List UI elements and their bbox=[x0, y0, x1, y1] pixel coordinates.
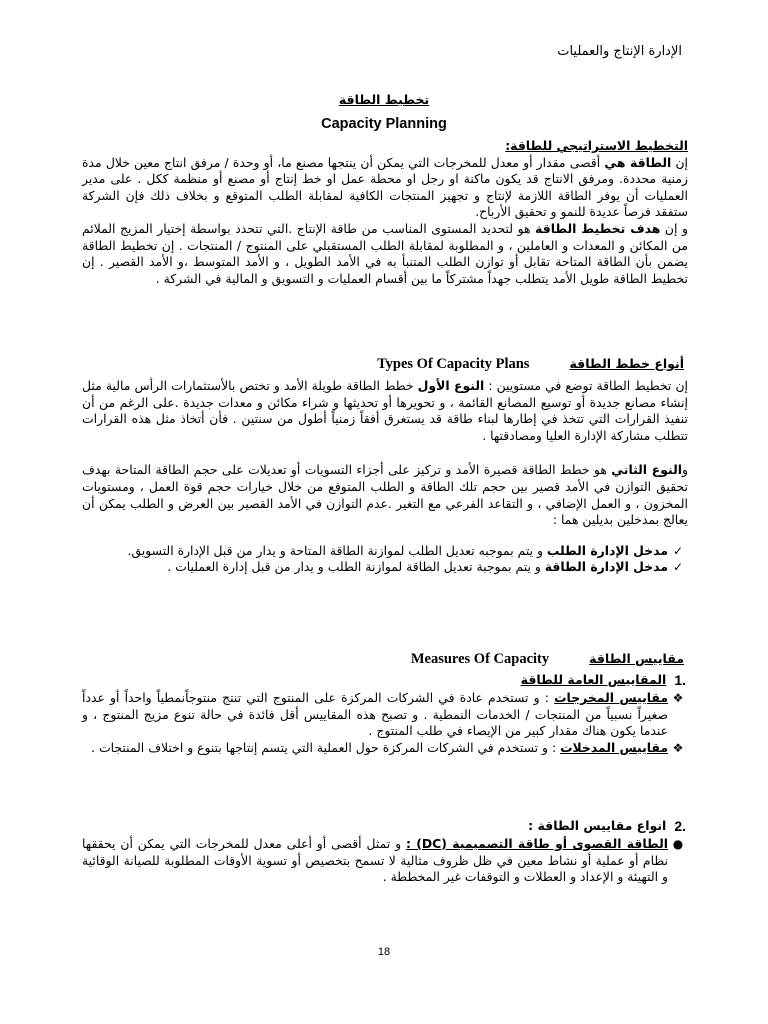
measures-subheading-2 bbox=[528, 818, 686, 834]
diamond-bullet-icon: ❖ bbox=[672, 691, 684, 705]
text-run: إن تخطيط الطاقة توضع في مستويين : bbox=[484, 378, 689, 393]
types-paragraph-2 bbox=[82, 462, 688, 528]
types-paragraph-1 bbox=[82, 378, 688, 444]
measures-heading-english: Measures Of Capacity bbox=[410, 651, 550, 667]
spacer bbox=[82, 444, 688, 462]
checkmark-icon: ✓ bbox=[672, 543, 684, 558]
strategic-heading: التخطيط الاستراتيجي للطاقة: bbox=[505, 138, 688, 153]
diamond-bullet-icon: ❖ bbox=[672, 740, 684, 755]
strategic-paragraph-1 bbox=[82, 155, 688, 221]
types-heading-english: Types Of Capacity Plans bbox=[377, 356, 530, 372]
page-number: 18 bbox=[377, 946, 391, 958]
page-title-arabic: تخطيط الطاقة bbox=[338, 92, 430, 107]
term-demand-approach: مدخل الإدارة الطلب bbox=[546, 542, 668, 558]
term-input-measures: مقاييس المدخلات bbox=[560, 739, 668, 755]
text-run: هو خطط الطاقة قصيرة الأمد و تركيز على أجزاء التسويات أو تعديلات على حجم الطاقة المتاحة بهدف تحقيق التوازن في الأمد قصير بين حجم تلك الطاقة و الطلب المتوقع من خلال خيارات حجم قوة العمل ، ومستويات المخزون ، و العمل الإضافي ، و التقاعد الفرعي مع التغير .عدم التوازن في الأمد القصير بين العرض و الطلب يمكن أن يعالج بمدخلين بديلين هما : bbox=[82, 462, 688, 528]
term-capacity: الطاقة هي bbox=[604, 154, 672, 170]
types-section bbox=[82, 378, 688, 576]
page-title-english: Capacity Planning bbox=[321, 116, 447, 132]
term-first-type: النوع الأول bbox=[417, 378, 485, 393]
text-run: : و تستخدم عادة في الشركات المركزة على المنتوج التي تنتج منتوجاًنمطياً واحداً أو عدداً صغيراً نسبياً من المنتجات / الخدمات النمطية . و تصبح هذه المقاييس أقل فائدة في حالة تنوع مزيج المنتوج ، و عندما يكون هناك مقدار كبير من الإيصاء في طلب المنتوج . bbox=[82, 690, 668, 739]
number-label: 1. bbox=[674, 672, 686, 688]
list-item bbox=[82, 740, 688, 757]
text-run: أقصى مقدار أو معدل للمخرجات التي يمكن أن ينتجها مصنع ما، أو وحدة / مرفق انتاج معين خلال مدة زمنية محددة. ومرفق الانتاج قد يكون ماكنة او رجل او محطة عمل او خط إنتاج أو مصنع أو منظمة ككل . على مدير العمليات أن يوفر الطاقة اللازمة لإنتاج و تجهيز المنتجات الكافية لمقابلة الطلب المتوقع و بخلاف ذلك فإن الشركة ستفقد فرصاً عديدة للنمو و تحقيق الأرباح. bbox=[82, 154, 688, 220]
text-run: هو لتحديد المستوى المناسب من طاقة الإنتاج .التي تتحدد بواسطة إختيار المزيج الملائم من المكائن و المعدات و العاملين ، و المطلوبة لمقابلة الطلب المستقبلي على المنتوج / المنتجات . إن تخطيط الطاقة يضمن بأن الطاقة المتاحة تقابل أو توازن الطلب المتنبأ به في الأمد الطويل ، و الأمد المتوسط ،و الأمد القصير . إن تخطيط الطاقة طويل الأمد يتطلب جهداً مشتركاً ما بين أقسام العمليات و التسويق و المالية في الشركة . bbox=[82, 220, 688, 286]
running-header: الإدارة الإنتاج والعمليات bbox=[557, 44, 682, 59]
number-label: 2. bbox=[674, 818, 686, 834]
measures-heading bbox=[411, 651, 684, 668]
text-run: و bbox=[682, 462, 688, 478]
term-second-type: النوع الثاني bbox=[611, 462, 682, 478]
measures-heading-arabic: مقاييس الطاقة bbox=[589, 651, 684, 666]
term-planning-goal: هدف تخطيط الطاقة bbox=[535, 220, 661, 236]
measures-subheading-1 bbox=[521, 672, 686, 688]
strategic-section bbox=[82, 138, 688, 287]
capacity-types-list bbox=[82, 836, 688, 886]
general-measures-list bbox=[82, 690, 688, 756]
term-capacity-approach: مدخل الإدارة الطاقة bbox=[544, 559, 668, 575]
subheading-text: انواع مقاييس الطاقة : bbox=[528, 818, 667, 833]
subheading-text: المقاييس العامة للطاقة bbox=[520, 672, 667, 687]
list-item bbox=[82, 559, 688, 576]
text-run: خطط الطاقة طويلة الأمد و تختص بالأستثمارات الرأس مالية مثل إنشاء مصانع جديدة أو توسيع المصانع القائمة ، و تحويرها أو تحديثها و شراء مكائن و معدات جديدة .على الرغم من أن تنفيذ القرارات التي تتخذ في إطارها لبناء طاقة قد يستغرق أفقاً زمنياً أطول من سنتين . فأن أتخاذ مثل هذه القرارات تتطلب مشاركة الإدارة العليا ومصادقتها . bbox=[82, 378, 688, 443]
term-design-capacity: الطاقة القصوى أو طاقة التصميمية (DC) : bbox=[405, 836, 668, 851]
text-run: : و تستخدم في الشركات المركزة حول العملية التي يتسم إنتاجها بتنوع و اختلاف المنتجات . bbox=[91, 739, 561, 755]
list-item bbox=[82, 543, 688, 560]
text-run: و تمثل أقصى أو أعلى معدل للمخرجات التي يمكن أن يحققها نظام أو عملية أو نشاط معين في ظل ظروف مثالية لا تسمح بتخصيص أو تسوية الأوقات المطلوبة للصيانة الوقائية و التهيئة و الإعداد و العطلات و التوقفات غير المخططة . bbox=[82, 836, 668, 885]
bullet-icon: ● bbox=[672, 837, 684, 851]
list-item bbox=[82, 690, 688, 740]
strategic-paragraph-2 bbox=[82, 221, 688, 287]
list-item bbox=[82, 836, 688, 886]
text-run: و يتم بموجبه تعديل الطلب لموازنة الطاقة المتاحة و يدار من قبل الإدارة التسويق. bbox=[127, 542, 547, 558]
term-output-measures: مقاييس المخرجات bbox=[554, 690, 668, 705]
types-heading-arabic: أنواع خطط الطاقة bbox=[569, 356, 684, 371]
types-heading bbox=[377, 356, 684, 373]
text-run: إن bbox=[671, 154, 688, 170]
text-run: و إن bbox=[660, 220, 688, 236]
spacer bbox=[82, 529, 688, 543]
text-run: و يتم بموجبة تعديل الطاقة لموازنة الطلب و يدار من قبل إدارة العمليات . bbox=[167, 559, 545, 575]
checkmark-icon: ✓ bbox=[672, 560, 684, 575]
